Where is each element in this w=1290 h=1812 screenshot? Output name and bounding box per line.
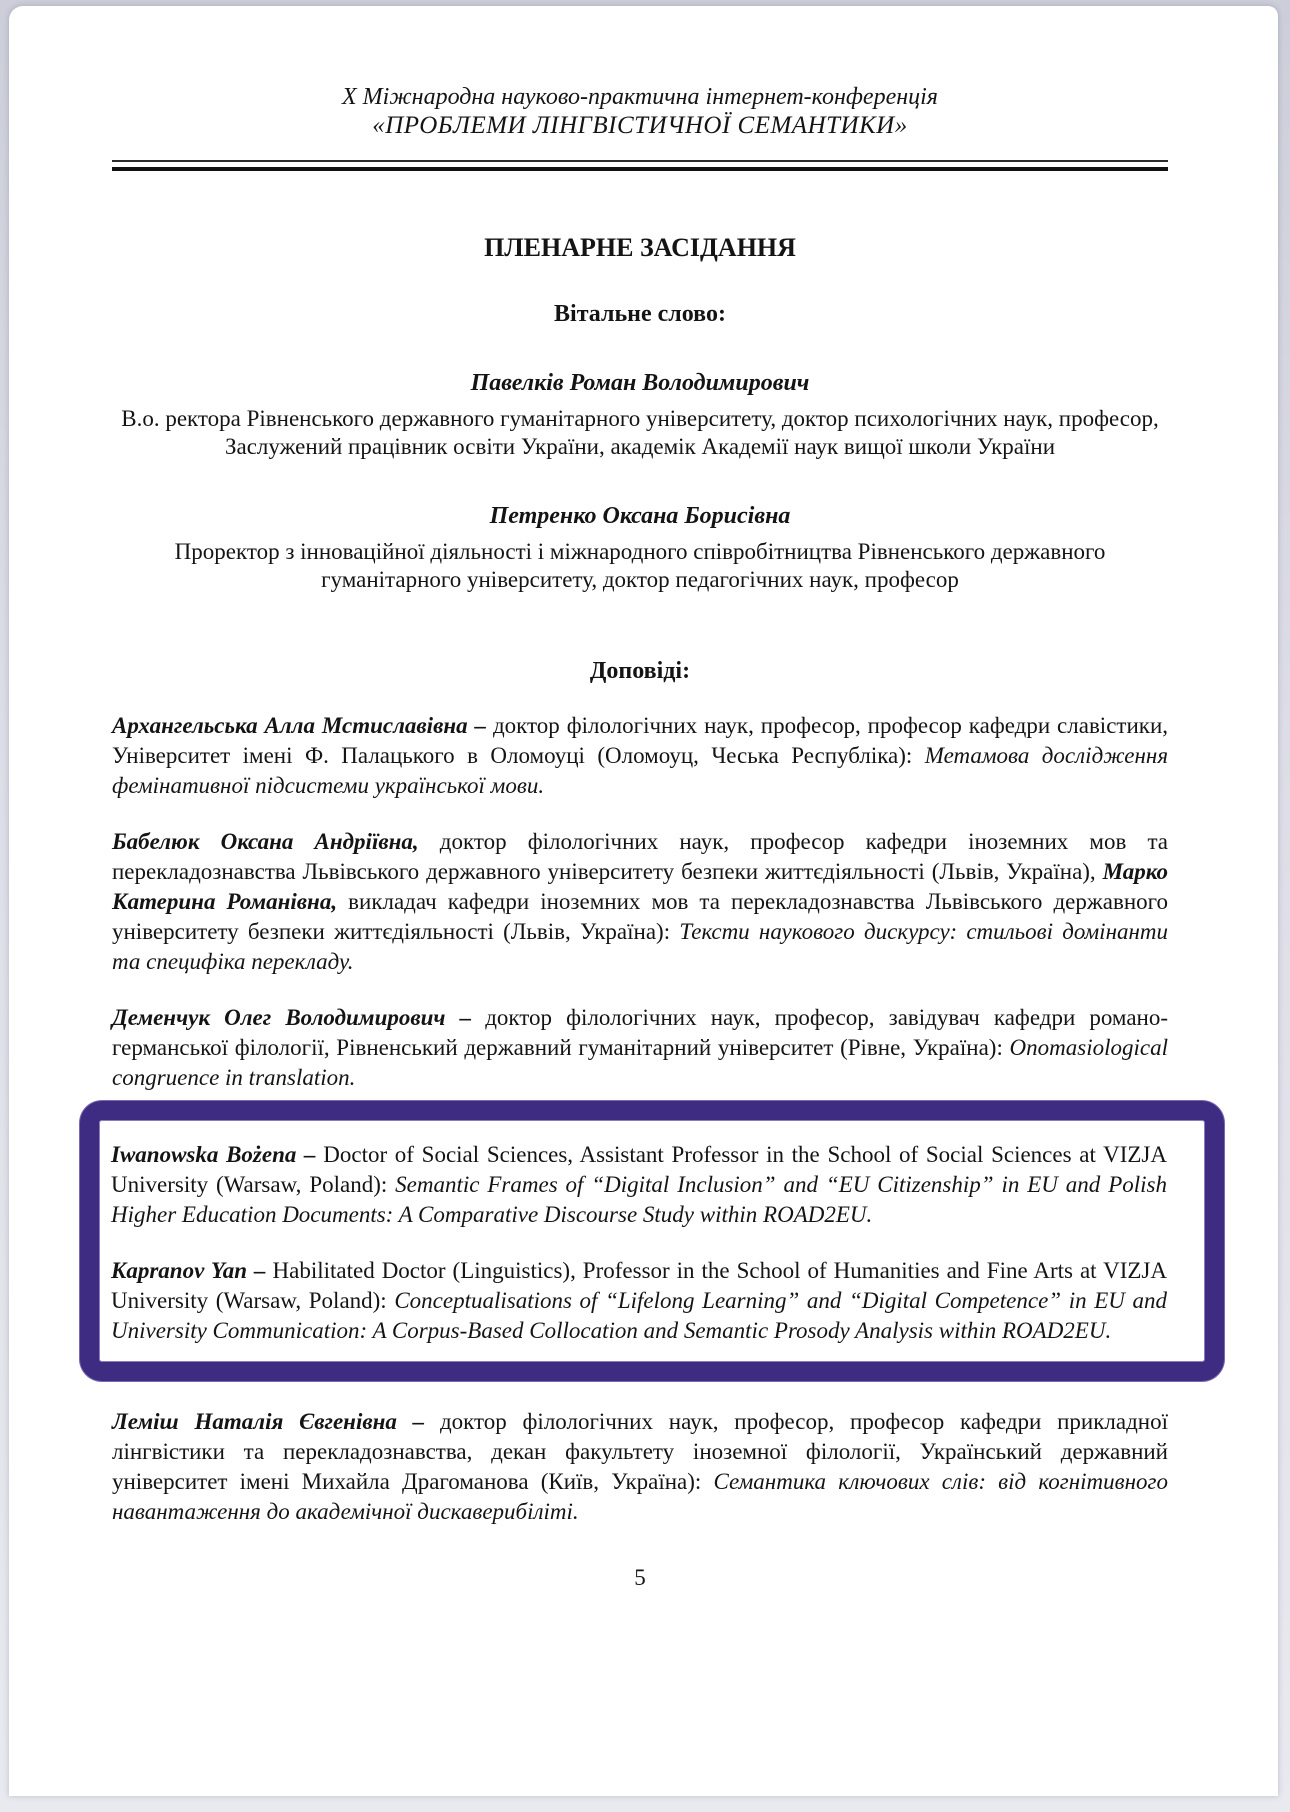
reports-list-before-highlight: [112, 711, 1168, 1093]
report-segment-normal: Doctor of Social Sciences, Assistant Professor in the School of Social Sciences at VIZJA University (Warsaw, Poland):: [111, 1142, 1167, 1197]
welcome-word-heading: Вітальне слово:: [554, 301, 726, 327]
report-segment-name: Деменчук Олег Володимирович –: [112, 1005, 486, 1030]
report-segment-italic: Метамова дослідження фемінативної підсистеми української мови.: [112, 743, 1169, 798]
speaker-name-petrenko: Петренко Оксана Борисівна: [489, 503, 791, 529]
report-segment-normal: доктор філологічних наук, професор кафедри іноземних мов та перекладознавства Львівського державного університету безпеки життєдіяльності (Львів, Україна),: [112, 829, 1169, 884]
report-segment-italic: Onomasiological congruence in translation.: [112, 1035, 1168, 1090]
report-segment-normal: доктор філологічних наук, професор, завідувач кафедри романо-германської філології, Рівненський державний гуманітарний університет (Рівне, Україна):: [112, 1005, 1168, 1060]
plenary-session-heading: ПЛЕНАРНЕ ЗАСІДАННЯ: [484, 233, 796, 262]
speaker-desc-pavelkiv: В.о. ректора Рівненського державного гуманітарного університету, доктор психологічних наук, професор, Заслужений працівник освіти України, академік Академії наук вищої школи України: [121, 406, 1159, 459]
speaker-name-pavelkiv: Павелків Роман Володимирович: [470, 370, 810, 396]
conference-title-line2: «ПРОБЛЕМИ ЛІНГВІСТИЧНОЇ СЕМАНТИКИ»: [372, 112, 908, 139]
report-segment-italic: Conceptualisations of “Lifelong Learning” and “Digital Competence” in EU and University Communication: A Corpus-Based Collocation and Semantic Prosody Analysis within ROAD2EU.: [111, 1288, 1167, 1343]
header-divider-rule: [112, 160, 1168, 171]
report-entry: [112, 1003, 1168, 1093]
report-segment-normal: Habilitated Doctor (Linguistics), Professor in the School of Humanities and Fine Arts at VIZJA University (Warsaw, Poland):: [111, 1258, 1167, 1313]
page-number: 5: [634, 1565, 646, 1590]
report-segment-normal: доктор філологічних наук, професор, професор кафедри славістики, Університет імені Ф. Палацького в Оломоуці (Оломоуц, Чеська Республіка):: [112, 713, 1168, 768]
report-segment-italic: Семантика ключових слів: від когнітивного навантаження до академічної дискаверибіліті.: [112, 1469, 1168, 1524]
report-segment-name: Архангельська Алла Мстиславівна –: [112, 713, 493, 738]
speaker-desc-petrenko: Проректор з інноваційної діяльності і міжнародного співробітництва Рівненського державного гуманітарного університету, доктор педагогічних наук, професор: [174, 539, 1106, 592]
reports-list-after-highlight: [112, 1407, 1168, 1527]
report-segment-name: Kapranov Yan –: [111, 1258, 273, 1283]
report-segment-normal: доктор філологічних наук, професор, професор кафедри прикладної лінгвістики та перекладознавства, декан факультету іноземної філології, Український державний університет імені Михайла Драгоманова (Київ, Україна):: [112, 1409, 1169, 1494]
conference-title-line1: Х Міжнародна науково-практична інтернет-конференція: [342, 84, 938, 110]
report-entry: [112, 1407, 1168, 1527]
conference-header: [112, 84, 1168, 140]
reports-heading: Доповіді:: [589, 658, 691, 684]
report-segment-normal: викладач кафедри іноземних мов та перекладознавства Львівського державного університету безпеки життєдіяльності (Львів, Україна):: [112, 889, 1168, 944]
report-segment-name: Бабелюк Оксана Андріївна,: [112, 829, 419, 854]
report-entry: [111, 1256, 1167, 1346]
report-segment-name: Леміш Наталія Євгенівна –: [112, 1409, 440, 1434]
report-segment-italic: Тексти наукового дискурсу: стильові домінанти та специфіка перекладу.: [112, 919, 1168, 974]
report-segment-name: Iwanowska Bożena –: [111, 1142, 324, 1167]
report-entry: [111, 1140, 1167, 1230]
report-segment-italic: Semantic Frames of “Digital Inclusion” and “EU Citizenship” in EU and Polish Higher Education Documents: A Comparative Discourse Study within ROAD2EU.: [111, 1172, 1167, 1227]
report-entry: [112, 711, 1168, 801]
document-page: [9, 6, 1278, 1796]
highlight-box: [80, 1101, 1224, 1381]
report-segment-name: Марко Катерина Романівна,: [112, 859, 1168, 914]
report-entry: [112, 827, 1168, 977]
reports-list-highlighted: [111, 1140, 1167, 1346]
